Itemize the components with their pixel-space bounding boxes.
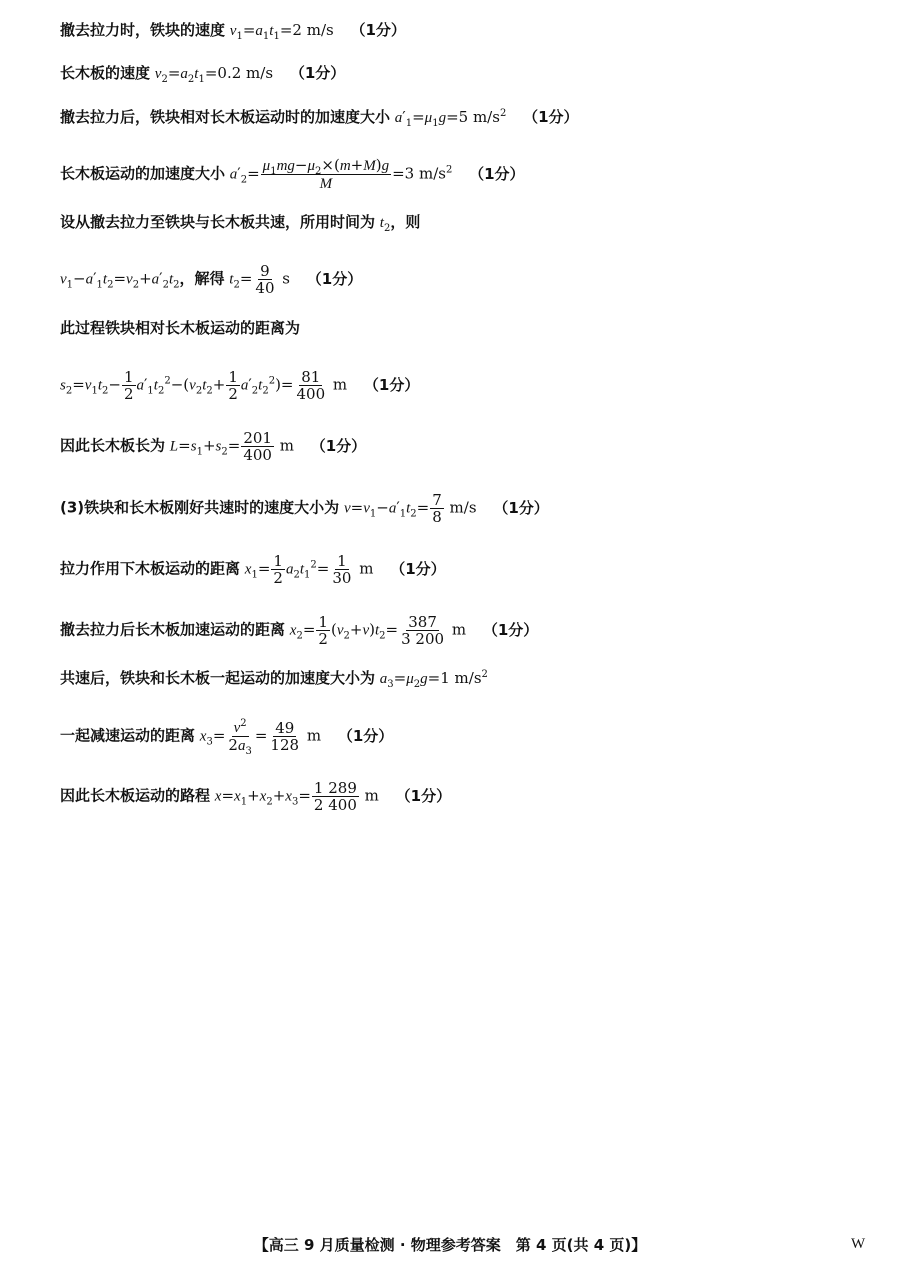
x3-fraction: $\frac{49}{128}$ bbox=[270, 719, 300, 754]
score-note: （1分） bbox=[390, 559, 446, 578]
score-note: （1分） bbox=[306, 269, 363, 288]
a3-value: 1 m/s bbox=[440, 669, 482, 687]
corner-mark: W bbox=[851, 1236, 866, 1252]
solution-line-3: 撤去拉力后，铁块相对长木板运动时的加速度大小 $a'_1=\mu_1g=5$ $m/s^2$ （1分） bbox=[60, 108, 579, 129]
score-note: （1分） bbox=[493, 498, 549, 517]
x1-unit: m bbox=[359, 559, 374, 578]
solution-line-14: 一起减速运动的距离 $x_3=$ $\frac{v^2}{2a_3}$ = $\frac{49}{128}$ m （1分） bbox=[60, 718, 394, 757]
x2-fraction: $\frac{387}{3 200}$ bbox=[401, 613, 445, 648]
a1p-value: 5 m/s bbox=[458, 108, 500, 126]
line-text: 撤去拉力后，铁块相对长木板运动时的加速度大小 bbox=[60, 108, 391, 126]
score-note: （1分） bbox=[469, 164, 525, 183]
solution-line-1: 撤去拉力时，铁块的速度 $v_1=a_1t_1=2$ m/s （1分） bbox=[60, 21, 406, 42]
line-text: 共速后，铁块和长木板一起运动的加速度大小为 bbox=[60, 669, 376, 687]
x-unit: m bbox=[364, 786, 379, 805]
line-text: 长木板运动的加速度大小 bbox=[60, 164, 226, 183]
page-footer: 【高三 9 月质量检测 · 物理参考答案 第 4 页(共 4 页)】 bbox=[253, 1236, 647, 1254]
t2-fraction: $\frac{9}{40}$ bbox=[255, 262, 275, 297]
line-text: 撤去拉力时，铁块的速度 bbox=[60, 21, 226, 39]
x3-unit: m bbox=[306, 726, 322, 745]
t2-unit: s bbox=[282, 269, 290, 288]
line-text: 拉力作用下木板运动的距离 bbox=[60, 559, 241, 578]
line-text: 设从撤去拉力至铁块与长木板共速，所用时间为 bbox=[60, 213, 376, 231]
solution-line-13: 共速后，铁块和长木板一起运动的加速度大小为 $a_3=\mu_2g=1$ $m/s^2$ bbox=[60, 669, 488, 690]
line-text: 一起减速运动的距离 bbox=[60, 726, 196, 745]
solution-line-12: 撤去拉力后长木板加速运动的距离 $x_2=$ $\frac{1}{2}$ $(v_2+v)t_2=$ $\frac{387}{3 200}$ m （1分） bbox=[60, 613, 539, 648]
v-unit: m/s bbox=[449, 498, 477, 517]
v2-value: 0.2 m/s bbox=[217, 64, 274, 82]
L-unit: m bbox=[279, 436, 294, 455]
s2-fraction: $\frac{81}{400}$ bbox=[296, 368, 326, 403]
solution-line-8: $s_2=v_1t_2-$ $\frac{1}{2}$ $a'_1t_2^2-(v_2t_2+$ $\frac{1}{2}$ $a'_2t_2^2)=$ $\frac{81}{400}$ m （1分） bbox=[60, 368, 420, 403]
s2-unit: m bbox=[332, 375, 348, 394]
x2-unit: m bbox=[451, 620, 467, 639]
x1-fraction: $\frac{1}{30}$ bbox=[332, 552, 352, 587]
score-note: （1分） bbox=[337, 726, 394, 745]
score-note: （1分） bbox=[350, 21, 406, 39]
solution-line-2: 长木板的速度 $v_2=a_2t_1=0.2$ m/s （1分） bbox=[60, 64, 346, 85]
solution-line-4: 长木板运动的加速度大小 $a'_2=$ $\frac{\mu_1mg-\mu_2\times(m+M)g}{M}$ =3 $m/s^2$ （1分） bbox=[60, 156, 525, 192]
line-text: 因此长木板长为 bbox=[60, 436, 166, 455]
L-fraction: $\frac{201}{400}$ bbox=[243, 429, 272, 464]
v-fraction: $\frac{7}{8}$ bbox=[432, 491, 442, 526]
v1-value: 2 m/s bbox=[292, 21, 334, 39]
line-text: 长木板的速度 bbox=[60, 64, 151, 82]
line-text: 因此长木板运动的路程 bbox=[60, 786, 211, 805]
line-text: ，解得 bbox=[179, 269, 225, 288]
score-note: （1分） bbox=[395, 786, 452, 805]
a2p-fraction: $\frac{\mu_1mg-\mu_2\times(m+M)g}{M}$ bbox=[262, 156, 390, 192]
line-text: 撤去拉力后长木板加速运动的距离 bbox=[60, 620, 286, 639]
solution-line-5: 设从撤去拉力至铁块与长木板共速，所用时间为 $t_2$，则 bbox=[60, 213, 421, 234]
solution-line-7 bbox=[60, 317, 860, 339]
line-text: (3)铁块和长木板刚好共速时的速度大小为 bbox=[60, 498, 340, 517]
solution-line-15: 因此长木板运动的路程 $x=x_1+x_2+x_3=$ $\frac{1 289}{2 400}$ m （1分） bbox=[60, 779, 452, 814]
x-fraction: $\frac{1 289}{2 400}$ bbox=[313, 779, 357, 814]
score-note: （1分） bbox=[482, 620, 539, 639]
score-note: （1分） bbox=[310, 436, 367, 455]
score-note: （1分） bbox=[289, 64, 346, 82]
score-note: （1分） bbox=[363, 375, 420, 394]
solution-line-10: (3)铁块和长木板刚好共速时的速度大小为 $v=v_1-a'_1t_2=$ $\frac{7}{8}$ m/s （1分） bbox=[60, 491, 549, 526]
score-note: （1分） bbox=[523, 108, 579, 126]
line-tail: ，则 bbox=[390, 213, 421, 231]
solution-line-6: $v_1-a'_1t_2=v_2+a'_2t_2$，解得 $t_2=$ $\frac{9}{40}$ s （1分） bbox=[60, 262, 363, 297]
solution-line-11: 拉力作用下木板运动的距离 $x_1=$ $\frac{1}{2}$ $a_2t_1^2=$ $\frac{1}{30}$ m （1分） bbox=[60, 552, 446, 587]
line-text: 此过程铁块相对长木板运动的距离为 bbox=[60, 319, 301, 337]
solution-line-9: 因此长木板长为 $L=s_1+s_2=$ $\frac{201}{400}$ m （1分） bbox=[60, 429, 367, 464]
a2p-value: 3 m/s bbox=[404, 164, 446, 183]
